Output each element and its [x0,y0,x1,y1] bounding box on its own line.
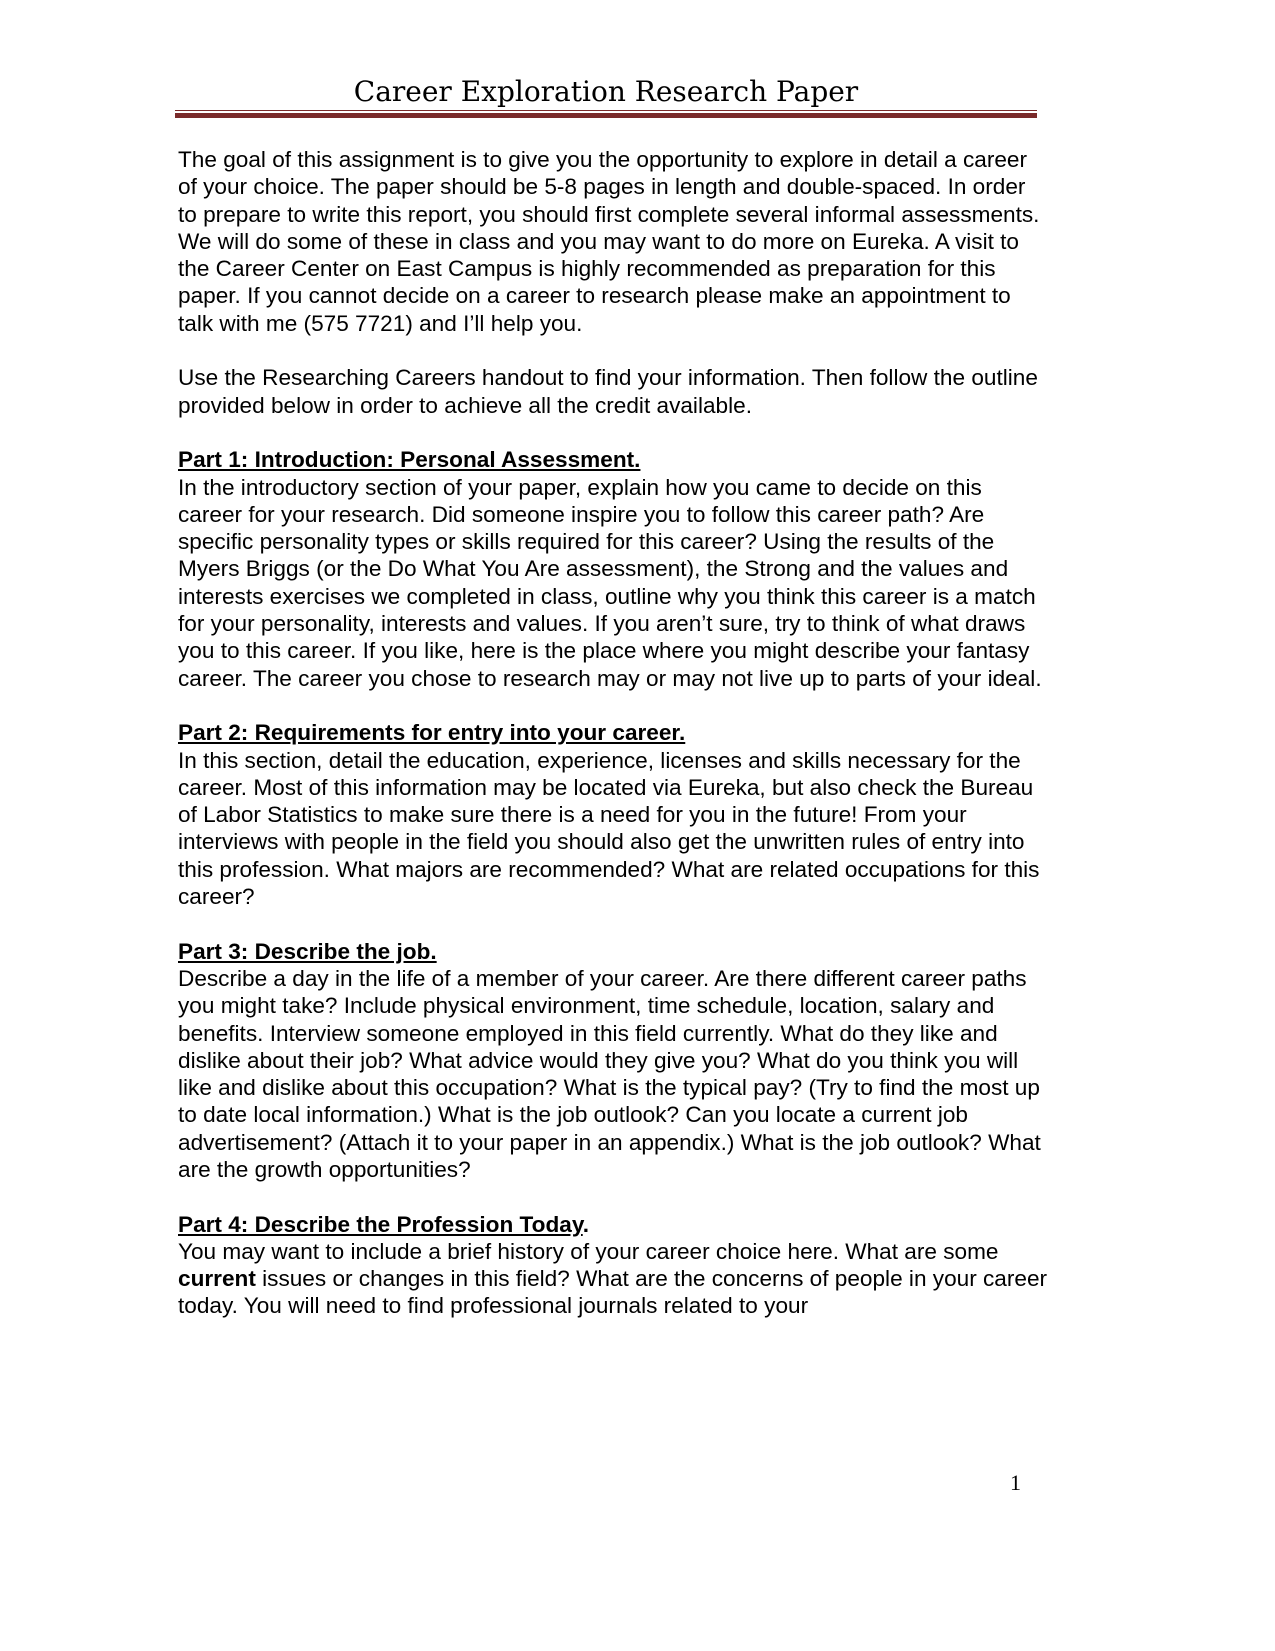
title-rule-thin [175,110,1037,111]
part-1-heading: Part 1: Introduction: Personal Assessment. [178,447,641,473]
part-1-section [178,446,1048,692]
part-4-heading-period: . [582,1211,589,1237]
part-3-body: Describe a day in the life of a member of your career. Are there different career paths you might take? Include physical environment, time schedule, location, salary and benefits. Interview someone employed in this field currently. What do they like and dislike about their job? What advice would they give you? What do you think you will like and dislike about this occupation? What is the typical pay? (Try to find the most up to date local information.) What is the job outlook? Can you locate a current job advertisement? (Attach it to your paper in an appendix.) What is the job outlook? What are the growth opportunities? [178,965,1041,1182]
part-2-heading: Part 2: Requirements for entry into your career. [178,720,686,746]
part-4-heading [178,1211,1048,1238]
part-2-section [178,719,1048,910]
part-4-heading-text: Part 4: Describe the Profession Today [178,1211,583,1237]
part-4-section [178,1211,1048,1320]
part-4-body-start: You may want to include a brief history of your career choice here. What are some [178,1238,999,1264]
part-4-body-end: issues or changes in this field? What are the concerns of people in your career today. You will need to find professional journals related to your [178,1266,1048,1319]
page-number: 1 [1010,1470,1021,1495]
intro-paragraph-1: The goal of this assignment is to give you the opportunity to explore in detail a career of your choice. The paper should be 5-8 pages in length and double-spaced. In order to prepare to write this report, you should first complete several informal assessments. We will do some of these in class and you may want to do more on Eureka. A visit to the Career Center on East Campus is highly recommended as preparation for this paper. If you cannot decide on a career to research please make an appointment to talk with me (575 7721) and I’ll help you. [178,147,1040,336]
part-1-body: In the introductory section of your paper, explain how you came to decide on this career for your research. Did someone inspire you to follow this career path? Are specific personality types or skills required for this career? Using the results of the Myers Briggs (or the Do What You Are assessment), the Strong and the values and interests exercises we completed in class, outline why you think this career is a match for your personality, interests and values. If you aren’t sure, try to think of what draws you to this career. If you like, here is the place where you might describe your fantasy career. The career you chose to research may or may not live up to parts of your ideal. [178,474,1042,691]
part-3-section [178,938,1048,1184]
part-3-heading: Part 3: Describe the job. [178,938,437,964]
intro-paragraph-2: Use the Researching Careers handout to find your information. Then follow the outline provided below in order to achieve all the credit available. [178,365,1038,418]
document-body [178,146,1048,1347]
title-rule-thick [175,113,1037,118]
part-4-body-emphasis: current [178,1266,256,1292]
page-title: Career Exploration Research Paper [353,75,859,108]
part-2-body: In this section, detail the education, experience, licenses and skills necessary for the career. Most of this information may be located via Eureka, but also check the Bureau of Labor Statistics to make sure there is a need for you in the future! From your interviews with people in the field you should also get the unwritten rules of entry into this profession. What majors are recommended? What are related occupations for this career? [178,747,1040,910]
